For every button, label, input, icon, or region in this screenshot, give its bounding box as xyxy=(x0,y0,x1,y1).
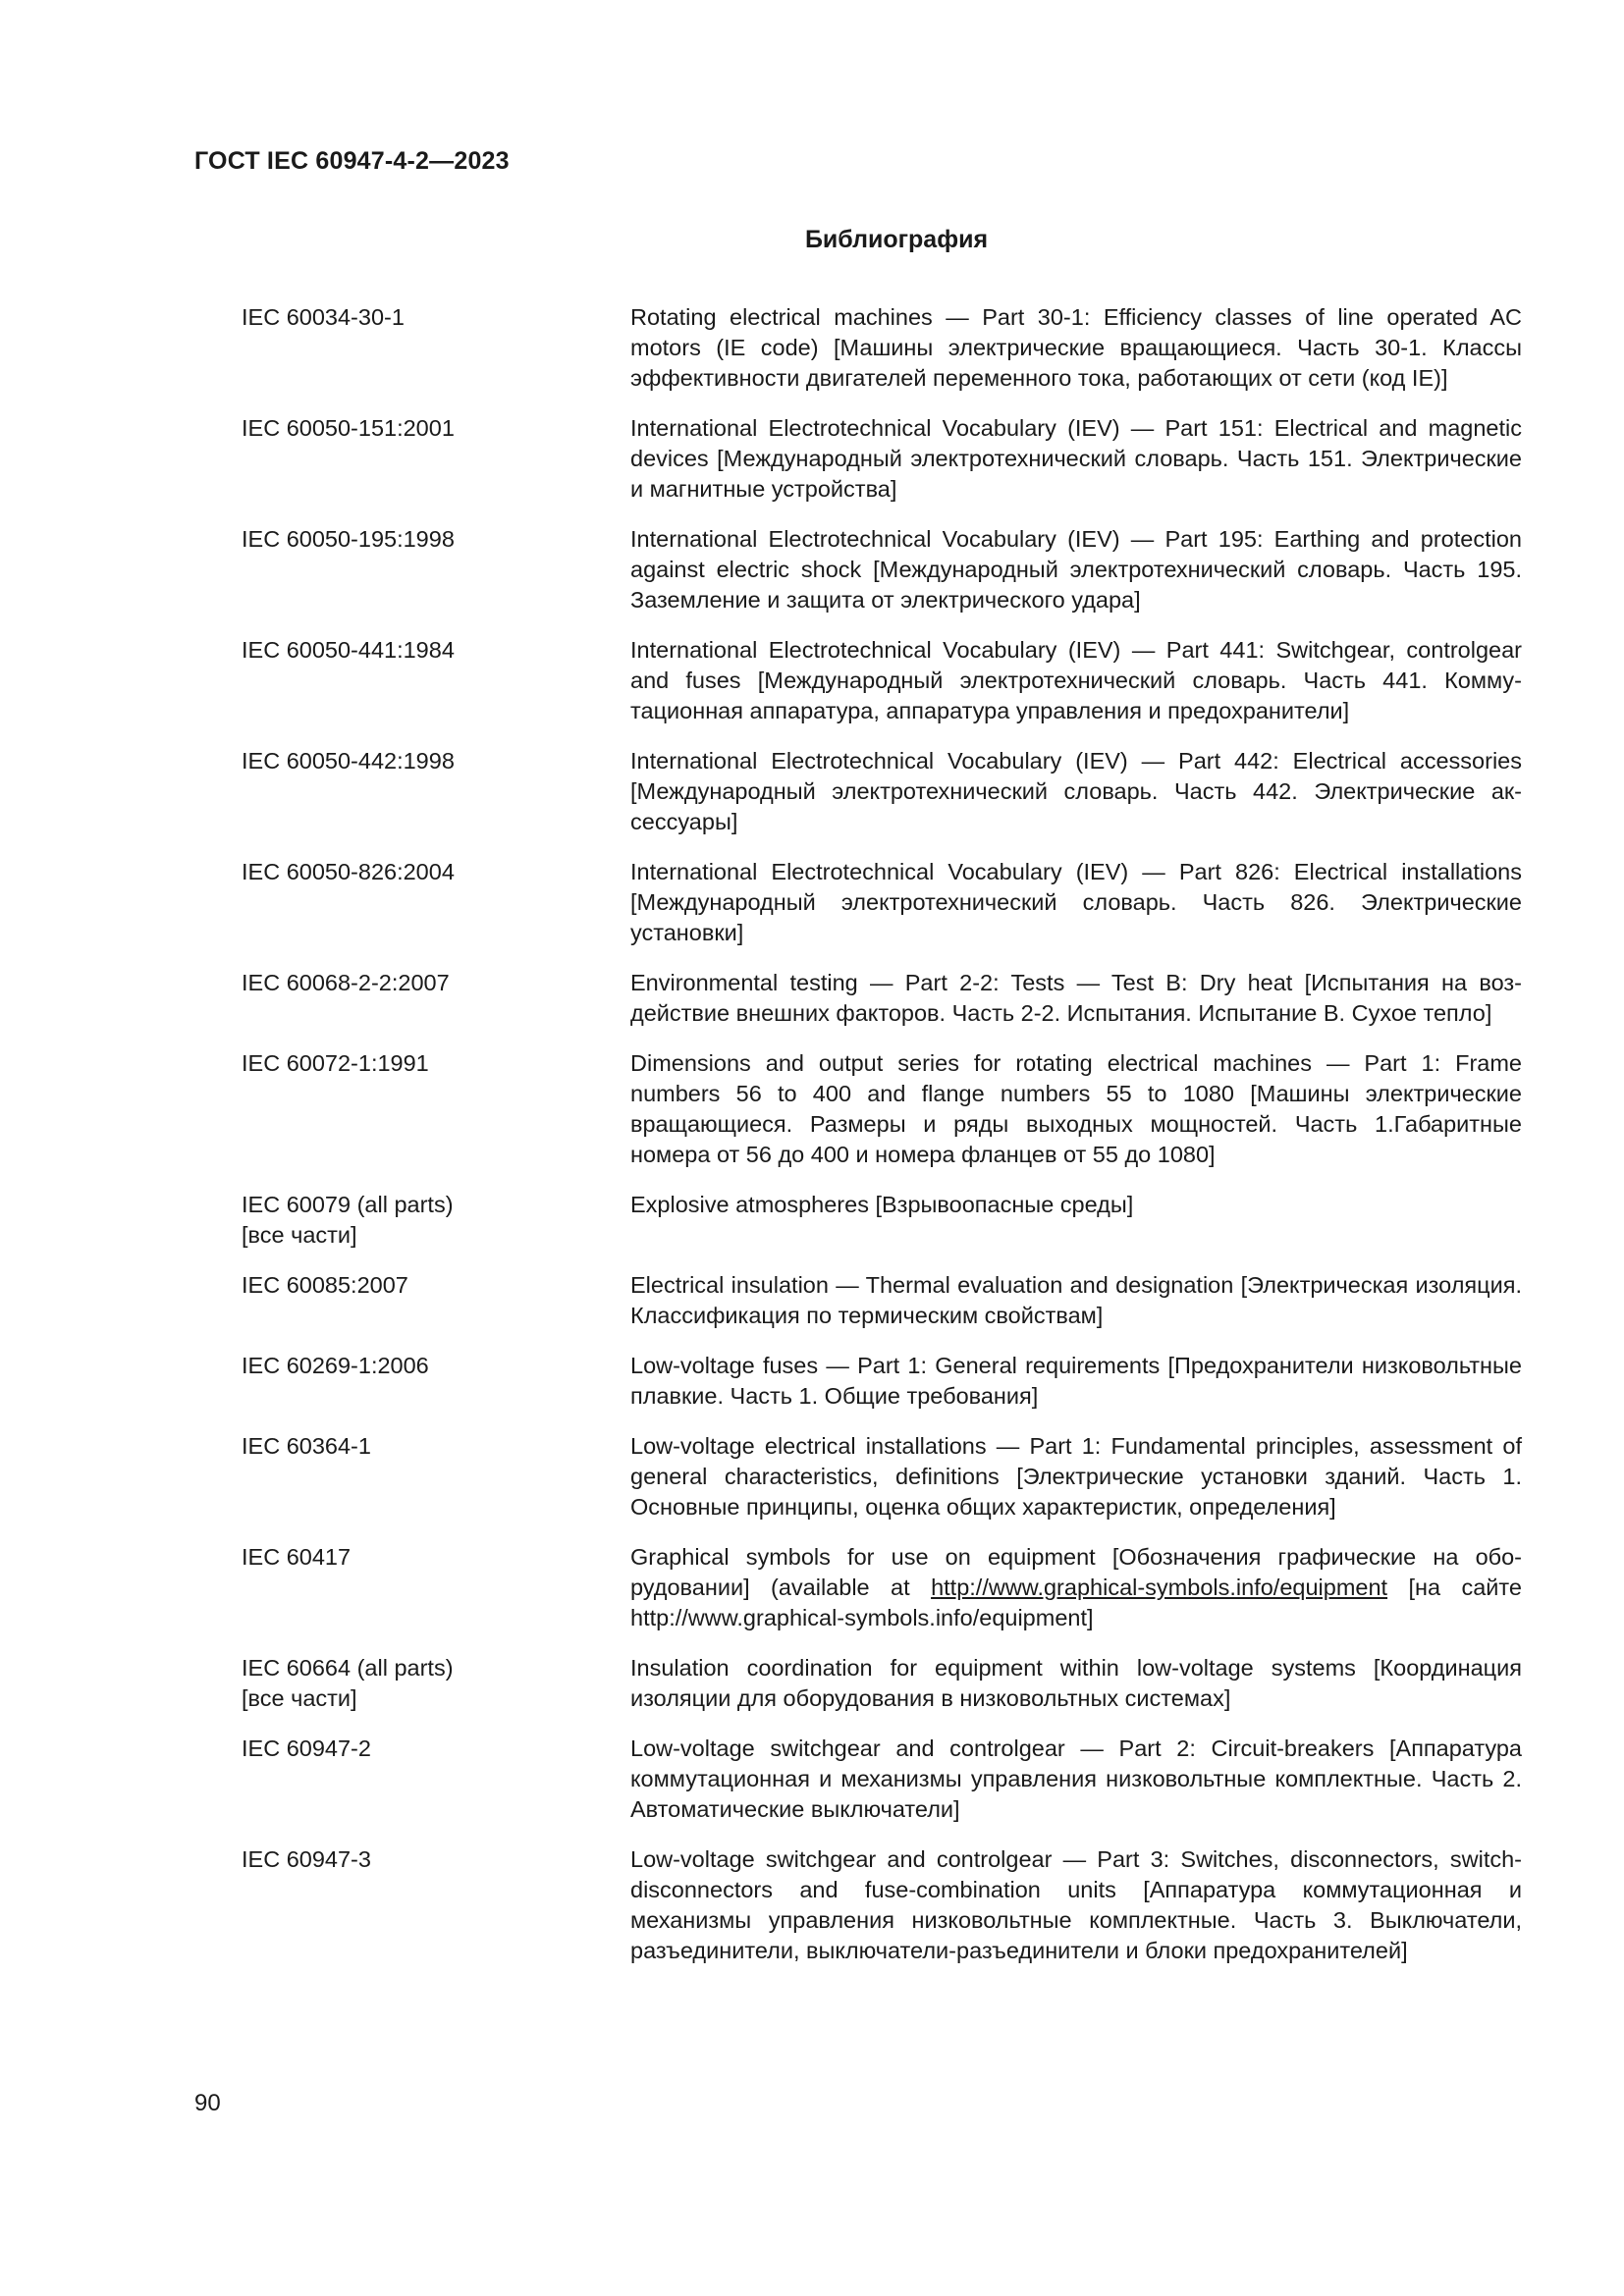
entry-description: Low-voltage fuses — Part 1: General requirements [Предохранители низковольтные плавкие. Часть 1. Общие требования] xyxy=(630,1353,1522,1409)
entry-code: IEC 60664 (all parts) [все части] xyxy=(242,1655,454,1711)
document-header: ГОСТ IEC 60947-4-2—2023 xyxy=(194,147,510,175)
bibliography-entry xyxy=(242,1653,1522,1714)
entry-code: IEC 60050-826:2004 xyxy=(242,859,455,884)
entry-code: IEC 60034-30-1 xyxy=(242,304,405,330)
entry-description: International Electrotechnical Vocabulary (IEV) — Part 442: Electrical accessories [Международный электротехнический словарь. Часть 442. Электрические аксессуары] xyxy=(630,748,1522,834)
bibliography-entry xyxy=(242,857,1522,948)
bibliography-entry xyxy=(242,524,1522,615)
entry-description: Low-voltage electrical installations — Part 1: Fundamental principles, assessment of general characteristics, definitions [Электрические установки зданий. Часть 1. Основные принципы, оценка общих характеристик, определения] xyxy=(630,1433,1522,1520)
entry-description: International Electrotechnical Vocabulary (IEV) — Part 826: Electrical installations [Международный электротехнический словарь. Часть 826. Электрические установки] xyxy=(630,859,1522,945)
entry-code: IEC 60364-1 xyxy=(242,1433,371,1459)
entry-code: IEC 60050-195:1998 xyxy=(242,526,455,552)
bibliography-entry xyxy=(242,1351,1522,1412)
entry-description xyxy=(630,1542,1522,1633)
entry-description-text: [на сайте http://www.graphical-symbols.info/equipment] xyxy=(630,1575,1522,1630)
entry-description-text: Graphical symbols for use on equipment [Обозначения графические на оборудовании] (available at xyxy=(630,1544,1522,1600)
bibliography-entry xyxy=(242,413,1522,505)
entry-description: Electrical insulation — Thermal evaluation and designation [Электрическая изоляция. Классификация по термическим свойствам] xyxy=(630,1272,1522,1328)
entry-code: IEC 60050-442:1998 xyxy=(242,748,455,774)
entry-description: International Electrotechnical Vocabulary (IEV) — Part 195: Earthing and protection against electric shock [Международный электротехнический словарь. Часть 195. Заземление и защита от электрического удара] xyxy=(630,526,1522,613)
section-title: Библиография xyxy=(804,226,989,253)
bibliography-entry xyxy=(242,1048,1522,1170)
bibliography-entry xyxy=(242,1542,1522,1633)
bibliography-list xyxy=(242,302,1522,1986)
entry-code: IEC 60269-1:2006 xyxy=(242,1353,429,1378)
bibliography-entry xyxy=(242,1431,1522,1522)
entry-code: IEC 60417 xyxy=(242,1544,352,1570)
entry-description: Low-voltage switchgear and controlgear — Part 2: Circuit-breakers [Аппаратура коммутационная и механизмы управления низковольтные комплектные. Часть 2. Автоматические выключатели] xyxy=(630,1735,1522,1822)
bibliography-entry xyxy=(242,1270,1522,1331)
entry-description: International Electrotechnical Vocabulary (IEV) — Part 441: Switchgear, controlgear and fuses [Международный электротехнический словарь. Часть 441. Коммутационная аппаратура, аппаратура управления и предохранители] xyxy=(630,637,1522,723)
bibliography-entry xyxy=(242,1734,1522,1825)
entry-code: IEC 60050-441:1984 xyxy=(242,637,455,663)
entry-description: International Electrotechnical Vocabulary (IEV) — Part 151: Electrical and magnetic devices [Международный электротехнический словарь. Часть 151. Электрические и магнитные устройства] xyxy=(630,415,1522,502)
entry-description: Low-voltage switchgear and controlgear — Part 3: Switches, disconnectors, switch-disconnectors and fuse-combination units [Аппаратура коммутационная и механизмы управления низковольтные комплектные. Часть 3. Выключатели, разъединители, выключатели-разъединители и блоки предохранителей] xyxy=(630,1846,1522,1963)
equipment-symbols-link[interactable]: http://www.graphical-symbols.info/equipment xyxy=(931,1575,1388,1600)
bibliography-entry xyxy=(242,1190,1522,1251)
entry-code: IEC 60068-2-2:2007 xyxy=(242,970,450,995)
bibliography-entry xyxy=(242,746,1522,837)
entry-code: IEC 60947-2 xyxy=(242,1735,371,1761)
entry-code: IEC 60072-1:1991 xyxy=(242,1050,429,1076)
bibliography-entry xyxy=(242,302,1522,394)
entry-description: Environmental testing — Part 2-2: Tests — Test B: Dry heat [Испытания на воздействие внешних факторов. Часть 2-2. Испытания. Испытание B. Сухое тепло] xyxy=(630,970,1522,1026)
bibliography-entry xyxy=(242,968,1522,1029)
entry-code: IEC 60050-151:2001 xyxy=(242,415,455,441)
entry-code: IEC 60079 (all parts) [все части] xyxy=(242,1192,454,1248)
entry-description: Rotating electrical machines — Part 30-1: Efficiency classes of line operated AC motors (IE code) [Машины электрические вращающиеся. Часть 30-1. Классы эффективности двигателей переменного тока, работающих от сети (код IE)] xyxy=(630,304,1522,391)
page-number: 90 xyxy=(194,2090,221,2116)
bibliography-entry xyxy=(242,635,1522,726)
bibliography-entry xyxy=(242,1844,1522,1966)
entry-code: IEC 60085:2007 xyxy=(242,1272,408,1298)
entry-description: Insulation coordination for equipment within low-voltage systems [Координация изоляции для оборудования в низковольтных системах] xyxy=(630,1655,1522,1711)
entry-description: Dimensions and output series for rotating electrical machines — Part 1: Frame numbers 56 to 400 and flange numbers 55 to 1080 [Машины электрические вращающиеся. Размеры и ряды выходных мощностей. Часть 1.Габаритные номера от 56 до 400 и номера фланцев от 55 до 1080] xyxy=(630,1050,1522,1167)
entry-description: Explosive atmospheres [Взрывоопасные среды] xyxy=(630,1192,1134,1217)
entry-code: IEC 60947-3 xyxy=(242,1846,371,1872)
